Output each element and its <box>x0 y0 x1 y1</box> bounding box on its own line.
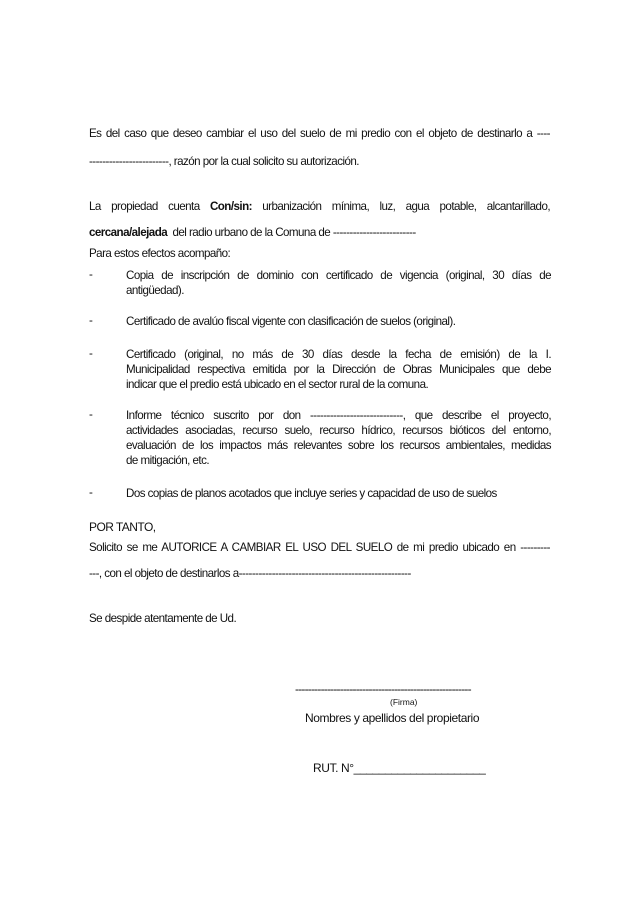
con-sin-label: Con/sin: <box>209 200 252 213</box>
para2-line2 <box>89 225 416 240</box>
item-line: antigüedad). <box>126 284 184 297</box>
item-dash: - <box>89 347 93 360</box>
por-tanto-heading: POR TANTO, <box>89 520 156 534</box>
list-item <box>126 268 551 298</box>
owner-name-label: Nombres y apellidos del propietario <box>305 711 480 725</box>
para2-line2-post: del radio urbano de la Comuna de ------------------------- <box>172 226 416 239</box>
item-line: de mitigación, etc. <box>126 454 209 467</box>
item-line: Informe técnico suscrito por don ----------------------------, que describe el proyecto, <box>126 409 551 422</box>
item-line: indicar que el predio está ubicado en el sector rural de la comuna. <box>126 378 429 391</box>
para1-line1: Es del caso que deseo cambiar el uso del suelo de mi predio con el objeto de destinarlo a ---- <box>89 127 550 140</box>
cercana-alejada-label: cercana/alejada <box>89 226 168 239</box>
item-dash: - <box>89 268 93 281</box>
para2-pre: La propiedad cuenta <box>89 200 200 213</box>
item-dash: - <box>89 408 93 421</box>
list-item <box>126 314 551 329</box>
firma-label: (Firma) <box>390 697 418 707</box>
request-line1: Solicito se me AUTORICE A CAMBIAR EL USO DEL SUELO de mi predio ubicado en --------- <box>89 541 550 554</box>
attach-intro: Para estos efectos acompaño: <box>89 247 231 260</box>
para2-line1 <box>89 200 550 213</box>
item-dash: - <box>89 314 93 327</box>
item-line: evaluación de los impactos más relevantes sobre los recursos ambientales, medidas <box>126 439 551 452</box>
item-dash: - <box>89 486 93 499</box>
item-line: Certificado (original, no más de 30 días desde la fecha de emisión) de la I. <box>126 348 551 361</box>
item-line: Copia de inscripción de dominio con certificado de vigencia (original, 30 días de <box>126 269 551 282</box>
signature-line: ------------------------------------------------------- <box>295 682 471 696</box>
para2-post: urbanización mínima, luz, agua potable, alcantarillado, <box>262 200 551 213</box>
request-line2: ---, con el objeto de destinarlos a---------------------------------------------------- <box>89 567 411 580</box>
item-line: Certificado de avalúo fiscal vigente con clasificación de suelos (original). <box>126 315 456 328</box>
list-item <box>126 486 551 501</box>
item-line: Dos copias de planos acotados que incluye series y capacidad de uso de suelos <box>126 487 497 500</box>
list-item <box>126 408 551 468</box>
farewell: Se despide atentamente de Ud. <box>89 612 237 625</box>
item-line: actividades asociadas, recurso suelo, recurso hídrico, recursos bióticos del entorno, <box>126 424 551 437</box>
list-item <box>126 347 551 392</box>
item-line: Municipalidad respectiva emitida por la Dirección de Obras Municipales que debe <box>126 363 551 376</box>
para1-line2: ------------------------, razón por la cual solicito su autorización. <box>89 155 359 168</box>
rut-field: RUT. N°_____________________ <box>313 761 486 775</box>
